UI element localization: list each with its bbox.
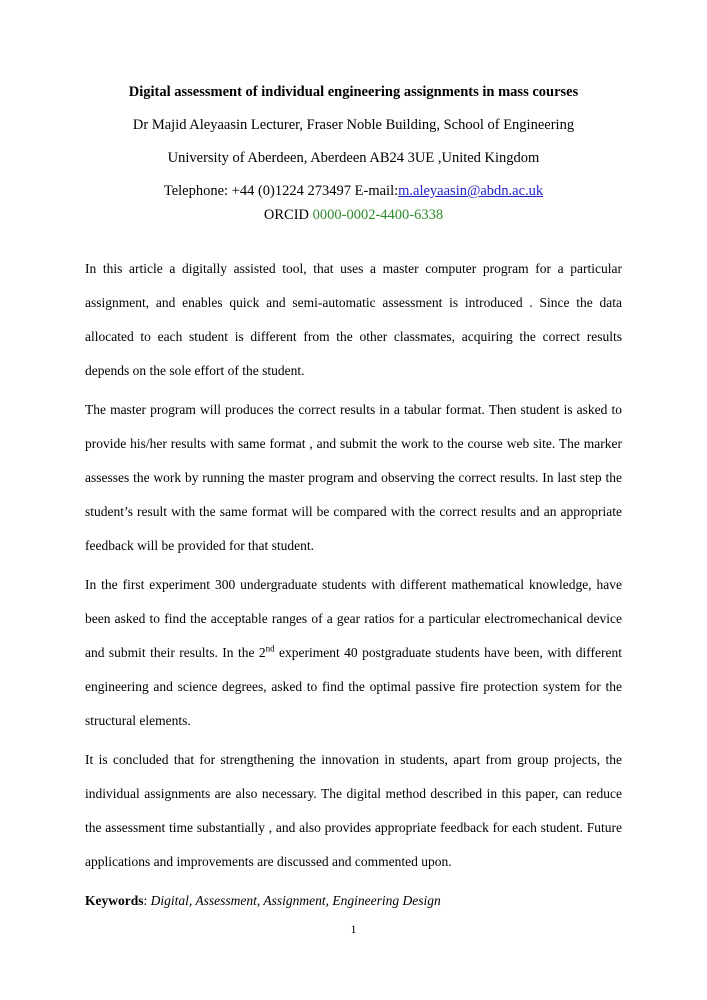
abstract-paragraph-1: In this article a digitally assisted tool, that uses a master computer program for a particular assignment, and enables quick and semi-automatic assessment is introduced . Since the data allocated to each student is different from the other classmates, acquiring the correct results depends on the sole effort of the student. [85, 261, 622, 378]
email-link[interactable]: m.aleyaasin@abdn.ac.uk [398, 183, 544, 199]
abstract-paragraph-3 [85, 568, 622, 738]
page-number: 1 [350, 922, 357, 936]
keywords-line [85, 884, 622, 918]
paragraph-3-text-after: experiment 40 postgraduate students have been, with different engineering and science degrees, asked to find the optimal passive fire protection system for the structural elements. [85, 645, 622, 728]
keywords-separator: : [143, 893, 151, 908]
keywords-value: Digital, Assessment, Assignment, Engineering Design [150, 893, 441, 908]
orcid-line [85, 207, 622, 224]
contact-line [85, 175, 622, 207]
abstract-paragraph-2: The master program will produces the correct results in a tabular format. Then student is asked to provide his/her results with same format , and submit the work to the course web site. The marker assesses the work by running the master program and observing the correct results. In last step the student’s result with the same format will be compared with the correct results and an appropriate feedback will be provided for that student. [85, 402, 622, 553]
abstract-body [85, 252, 622, 918]
abstract-paragraph-4: It is concluded that for strengthening the innovation in students, apart from group projects, the individual assignments are also necessary. The digital method described in this paper, can reduce the assessment time substantially , and also provides appropriate feedback for each student. Future applications and improvements are discussed and commented upon. [85, 752, 622, 869]
paragraph-3-text-before: In the first experiment 300 undergraduate students with different mathematical knowledge, have been asked to find the acceptable ranges of a gear ratios for a particular electromechanical device and submit their results. In the 2 [85, 577, 622, 660]
affiliation-line: University of Aberdeen, Aberdeen AB24 3UE ,United Kingdom [167, 150, 540, 166]
page-content [85, 0, 622, 923]
author-line: Dr Majid Aleyaasin Lecturer, Fraser Noble Building, School of Engineering [132, 117, 575, 133]
orcid-label: ORCID [263, 207, 313, 223]
contact-prefix: Telephone: +44 (0)1224 273497 E-mail: [163, 183, 399, 199]
orcid-id: 0000-0002-4400-6338 [312, 207, 444, 223]
paper-title: Digital assessment of individual engineering assignments in mass courses [128, 84, 579, 100]
keywords-label: Keywords [85, 893, 144, 908]
paper-header [85, 0, 622, 224]
ordinal-superscript: nd [265, 643, 275, 654]
